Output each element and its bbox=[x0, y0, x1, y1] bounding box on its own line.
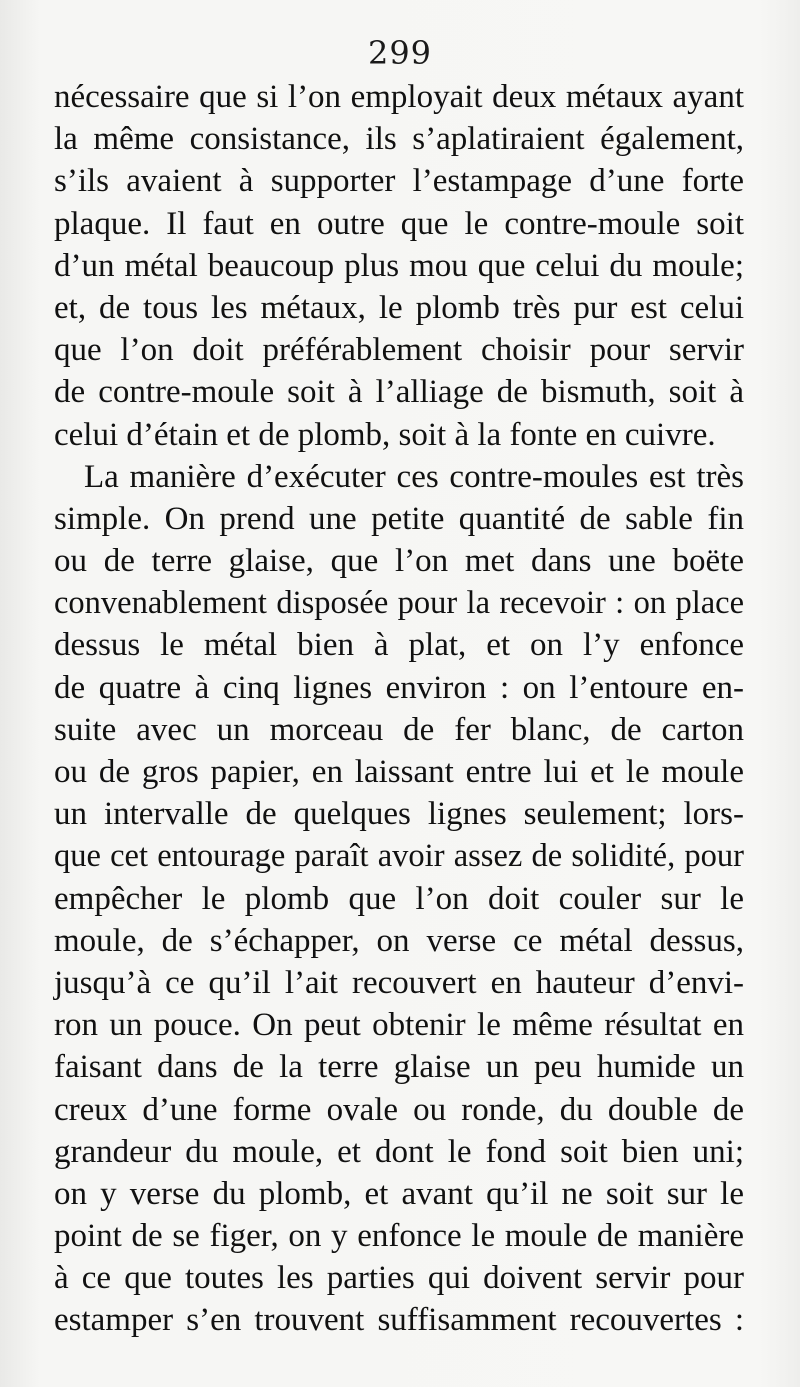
text-line: ron un pouce. On peut obtenir le même résultat en bbox=[54, 1007, 744, 1044]
text-line: point de se figer, on y enfonce le moule de manière bbox=[54, 1218, 744, 1255]
text-line: celui d’étain et de plomb, soit à la fonte en cuivre. bbox=[54, 416, 716, 453]
text-line: on y verse du plomb, et avant qu’il ne soit sur le bbox=[54, 1175, 744, 1212]
text-line: et, de tous les métaux, le plomb très pur est celui bbox=[54, 289, 744, 326]
text-line: La manière d’exécuter ces contre-moules est très bbox=[84, 458, 744, 495]
text-line: que cet entourage paraît avoir assez de solidité, pour bbox=[54, 838, 744, 875]
text-line: estamper s’en trouvent suffisamment recouvertes : bbox=[54, 1302, 744, 1339]
text-line: à ce que toutes les parties qui doivent servir pour bbox=[54, 1260, 744, 1297]
text-line: d’un métal beaucoup plus mou que celui du moule; bbox=[54, 247, 744, 284]
text-line: ou de gros papier, en laissant entre lui et le moule bbox=[54, 754, 744, 790]
text-line: que l’on doit préférablement choisir pour servir bbox=[54, 332, 744, 369]
text-line: de contre-moule soit à l’alliage de bismuth, soit à bbox=[54, 374, 744, 411]
body-text bbox=[54, 76, 744, 1342]
text-line: un intervalle de quelques lignes seulement; lors- bbox=[54, 796, 744, 833]
page-number: 299 bbox=[367, 34, 433, 72]
text-line: jusqu’à ce qu’il l’ait recouvert en hauteur d’envi- bbox=[54, 964, 744, 1001]
text-line: de quatre à cinq lignes environ : on l’entoure en- bbox=[54, 669, 744, 706]
text-line: moule, de s’échapper, on verse ce métal dessus, bbox=[54, 922, 744, 959]
text-line: plaque. Il faut en outre que le contre-moule soit bbox=[54, 205, 744, 242]
text-line: simple. On prend une petite quantité de sable fin bbox=[54, 500, 744, 537]
text-line: convenablement disposée pour la recevoir : on place bbox=[54, 585, 744, 622]
text-line: s’ils avaient à supporter l’estampage d’une forte bbox=[54, 163, 744, 200]
text-line: suite avec un morceau de fer blanc, de carton bbox=[54, 711, 744, 748]
text-line: dessus le métal bien à plat, et on l’y enfonce bbox=[54, 627, 744, 664]
text-line: faisant dans de la terre glaise un peu humide un bbox=[54, 1049, 744, 1086]
text-line: nécessaire que si l’on employait deux métaux ayant bbox=[54, 79, 744, 115]
text-line: ou de terre glaise, que l’on met dans une boëte bbox=[54, 543, 744, 580]
text-line: grandeur du moule, et dont le fond soit bien uni; bbox=[54, 1133, 744, 1170]
text-line: la même consistance, ils s’aplatiraient également, bbox=[54, 121, 744, 158]
text-line: creux d’une forme ovale ou ronde, du double de bbox=[54, 1091, 744, 1128]
text-line: empêcher le plomb que l’on doit couler sur le bbox=[54, 880, 744, 917]
